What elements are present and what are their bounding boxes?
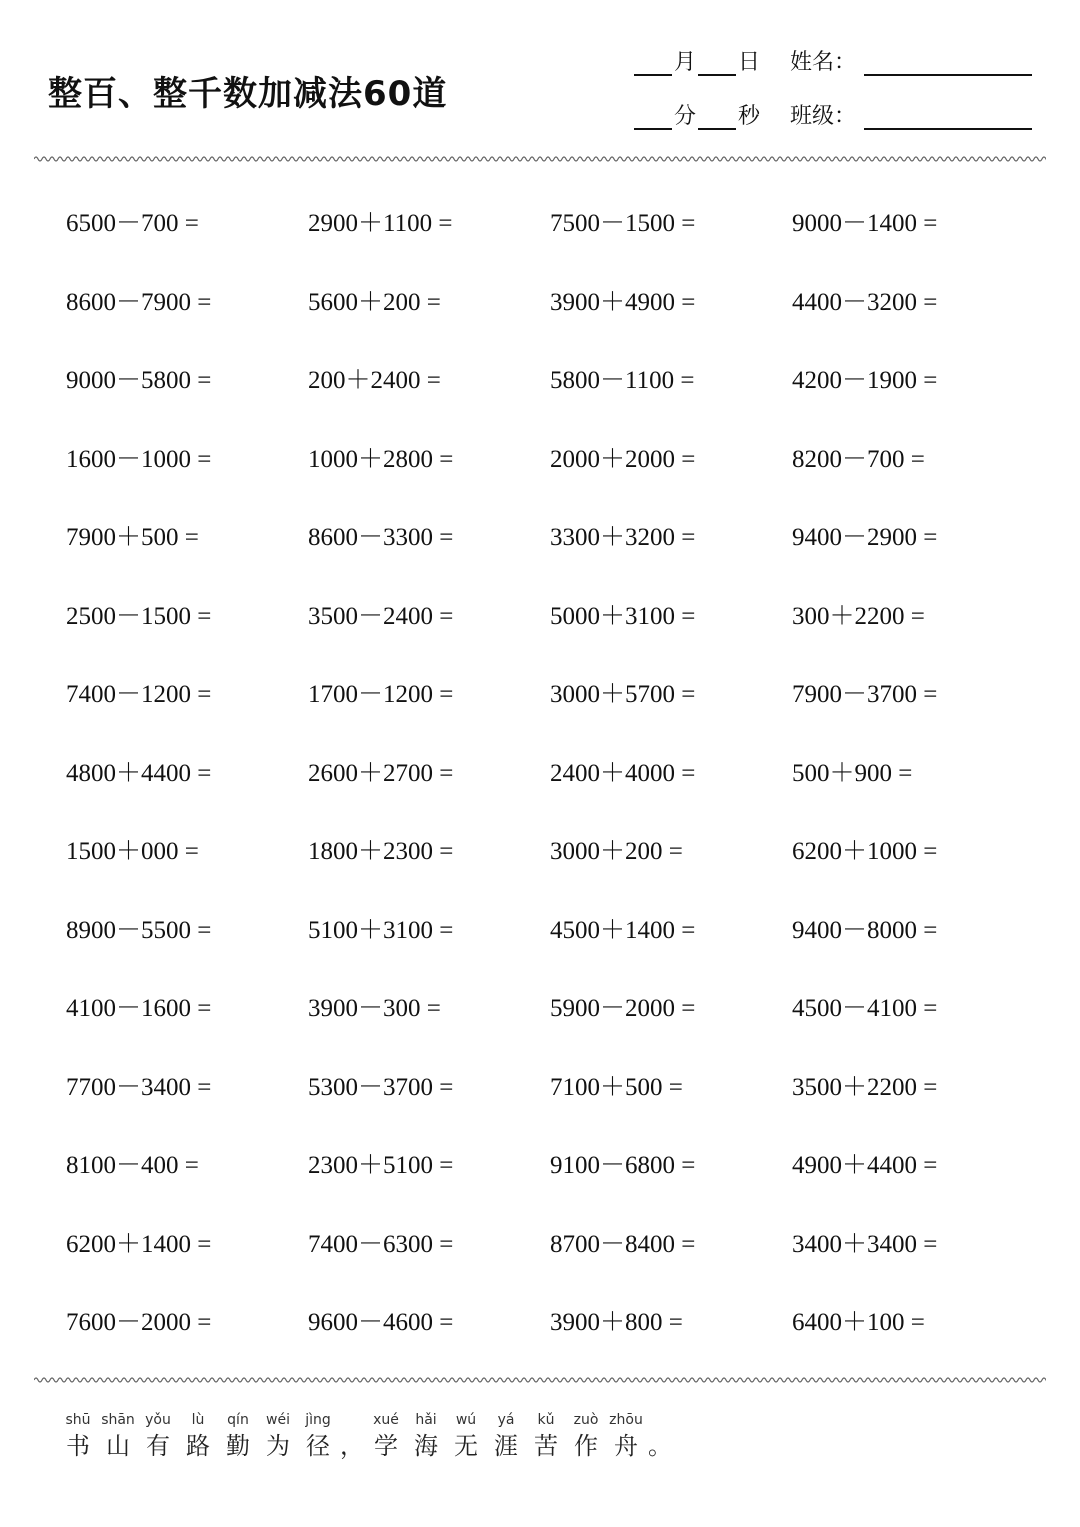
problem-item: 1000＋2800 = (308, 445, 454, 473)
pinyin: shū (65, 1412, 91, 1428)
problem-item: 1800＋2300 = (308, 838, 454, 865)
top-wave-divider (34, 155, 1046, 163)
hanzi: 作 (574, 1432, 598, 1460)
page-title: 整百、整千数加减法60道 (48, 74, 448, 114)
problem-row (66, 1301, 1034, 1380)
minute-label: 分 (674, 104, 697, 129)
problem-item: 8900－5500 = (66, 916, 212, 944)
problem-item: 7500－1500 = (550, 210, 696, 237)
hanzi: 有 (146, 1432, 170, 1460)
name-blank[interactable] (864, 50, 1032, 76)
problem-item: 4500＋1400 = (550, 916, 696, 944)
hanzi: 涯 (494, 1432, 518, 1460)
motto-char (486, 1410, 526, 1462)
problem-row (66, 909, 1034, 988)
hanzi: 径 (306, 1432, 330, 1460)
problem-item: 3400＋3400 = (792, 1230, 938, 1258)
problem-item: 8200－700 = (792, 445, 925, 473)
second-blank[interactable] (698, 104, 736, 130)
pinyin: zuò (573, 1412, 599, 1428)
pinyin: hǎi (415, 1412, 437, 1428)
problem-item: 5600＋200 = (308, 288, 441, 316)
problem-item: 5300－3700 = (308, 1073, 454, 1101)
pinyin: wú (455, 1412, 477, 1428)
problem-item: 9100－6800 = (550, 1152, 696, 1179)
problem-item: 3500＋2200 = (792, 1073, 938, 1101)
problem-row (66, 673, 1034, 752)
problem-row (66, 830, 1034, 909)
problem-item: 3900＋800 = (550, 1309, 683, 1336)
problem-item: 3900－300 = (308, 995, 441, 1022)
hanzi: 路 (186, 1432, 210, 1460)
problem-item: 7100＋500 = (550, 1073, 683, 1101)
second-label: 秒 (738, 104, 761, 129)
problem-item: 6200＋1000 = (792, 838, 938, 865)
motto-char (138, 1410, 178, 1462)
problem-item: 2300＋5100 = (308, 1152, 454, 1179)
problem-item: 7400－1200 = (66, 681, 212, 708)
motto-char (566, 1410, 606, 1462)
hanzi: 为 (266, 1432, 290, 1460)
hanzi: 舟 (614, 1432, 638, 1460)
hanzi: 书 (66, 1432, 90, 1460)
problem-item: 2400＋4000 = (550, 759, 696, 787)
problem-row (66, 359, 1034, 438)
problem-item: 2000＋2000 = (550, 445, 696, 473)
motto-char (526, 1410, 566, 1462)
problem-item: 8600－7900 = (66, 288, 212, 316)
problem-item: 1700－1200 = (308, 681, 454, 708)
problem-item: 8700－8400 = (550, 1230, 696, 1258)
problem-item: 5900－2000 = (550, 995, 696, 1022)
pinyin: shān (101, 1412, 135, 1428)
month-blank[interactable] (634, 50, 672, 76)
problem-row (66, 202, 1034, 281)
problem-row (66, 987, 1034, 1066)
problem-item: 9600－4600 = (308, 1309, 454, 1336)
problem-row (66, 1223, 1034, 1302)
date-name-row (634, 46, 1032, 76)
hanzi: 海 (414, 1432, 438, 1460)
problem-item: 7700－3400 = (66, 1073, 212, 1101)
motto-char (218, 1410, 258, 1462)
problem-item: 8100－400 = (66, 1152, 199, 1179)
motto-char (98, 1410, 138, 1462)
hanzi: 无 (454, 1432, 478, 1460)
motto-char (406, 1410, 446, 1462)
motto-char (366, 1410, 406, 1462)
problem-item: 200＋2400 = (308, 367, 441, 394)
hanzi: 山 (106, 1432, 130, 1460)
problem-item: 7400－6300 = (308, 1230, 454, 1258)
time-class-row (634, 100, 1032, 130)
problem-item: 5800－1100 = (550, 367, 695, 394)
motto-char (338, 1410, 366, 1462)
problem-item: 4400－3200 = (792, 288, 938, 316)
pinyin: qín (227, 1412, 249, 1428)
problem-item: 4100－1600 = (66, 995, 212, 1022)
class-blank[interactable] (864, 104, 1032, 130)
pinyin: wéi (266, 1412, 290, 1428)
problem-item: 4200－1900 = (792, 367, 938, 394)
pinyin: zhōu (609, 1412, 643, 1428)
problem-item: 7900－3700 = (792, 681, 938, 708)
problem-row (66, 516, 1034, 595)
problem-item: 2900＋1100 = (308, 210, 453, 237)
problem-item: 1600－1000 = (66, 445, 212, 473)
problem-row (66, 1066, 1034, 1145)
problem-row (66, 752, 1034, 831)
problem-item: 9400－2900 = (792, 524, 938, 551)
day-blank[interactable] (698, 50, 736, 76)
problem-item: 3900＋4900 = (550, 288, 696, 316)
problem-item: 4500－4100 = (792, 995, 938, 1022)
hanzi: 勤 (226, 1432, 250, 1460)
problem-item: 500＋900 = (792, 759, 913, 787)
problem-item: 8600－3300 = (308, 524, 454, 551)
problem-row (66, 281, 1034, 360)
problem-grid (66, 202, 1034, 1380)
motto-char (606, 1410, 646, 1462)
problem-item: 3300＋3200 = (550, 524, 696, 551)
hanzi: 。 (648, 1432, 672, 1460)
motto-char (446, 1410, 486, 1462)
problem-item: 6200＋1400 = (66, 1230, 212, 1258)
problem-item: 4900＋4400 = (792, 1152, 938, 1179)
problem-item: 300＋2200 = (792, 602, 925, 630)
hanzi: 学 (374, 1432, 398, 1460)
problem-item: 9000－1400 = (792, 210, 938, 237)
pinyin: xué (373, 1412, 399, 1428)
problem-item: 3000＋200 = (550, 838, 683, 865)
name-label: 姓名： (790, 50, 857, 75)
problem-item: 2600＋2700 = (308, 759, 454, 787)
class-label: 班级： (790, 104, 857, 129)
problem-item: 5000＋3100 = (550, 602, 696, 630)
motto-char (178, 1410, 218, 1462)
problem-row (66, 1144, 1034, 1223)
minute-blank[interactable] (634, 104, 672, 130)
problem-item: 9000－5800 = (66, 367, 212, 394)
motto-char (646, 1410, 674, 1462)
problem-item: 6500－700 = (66, 210, 199, 237)
problem-item: 1500＋000 = (66, 838, 199, 865)
hanzi: 苦 (534, 1432, 558, 1460)
day-label: 日 (738, 50, 761, 75)
bottom-wave-divider (34, 1376, 1046, 1384)
pinyin: lù (191, 1412, 205, 1428)
problem-item: 3500－2400 = (308, 602, 454, 630)
motto-char (258, 1410, 298, 1462)
problem-item: 3000＋5700 = (550, 681, 696, 708)
problem-item: 5100＋3100 = (308, 916, 454, 944)
pinyin: kǔ (537, 1412, 555, 1428)
motto-char (298, 1410, 338, 1462)
problem-item: 7600－2000 = (66, 1309, 212, 1336)
problem-item: 2500－1500 = (66, 602, 212, 630)
problem-item: 9400－8000 = (792, 916, 938, 944)
problem-item: 4800＋4400 = (66, 759, 212, 787)
problem-row (66, 438, 1034, 517)
pinyin: yá (497, 1412, 515, 1428)
month-label: 月 (674, 50, 697, 75)
motto (58, 1410, 674, 1462)
problem-item: 6400＋100 = (792, 1309, 925, 1336)
hanzi: ， (340, 1432, 364, 1460)
problem-item: 7900＋500 = (66, 524, 199, 551)
problem-row (66, 595, 1034, 674)
motto-char (58, 1410, 98, 1462)
pinyin: jìng (305, 1412, 331, 1428)
pinyin: yǒu (145, 1412, 171, 1428)
